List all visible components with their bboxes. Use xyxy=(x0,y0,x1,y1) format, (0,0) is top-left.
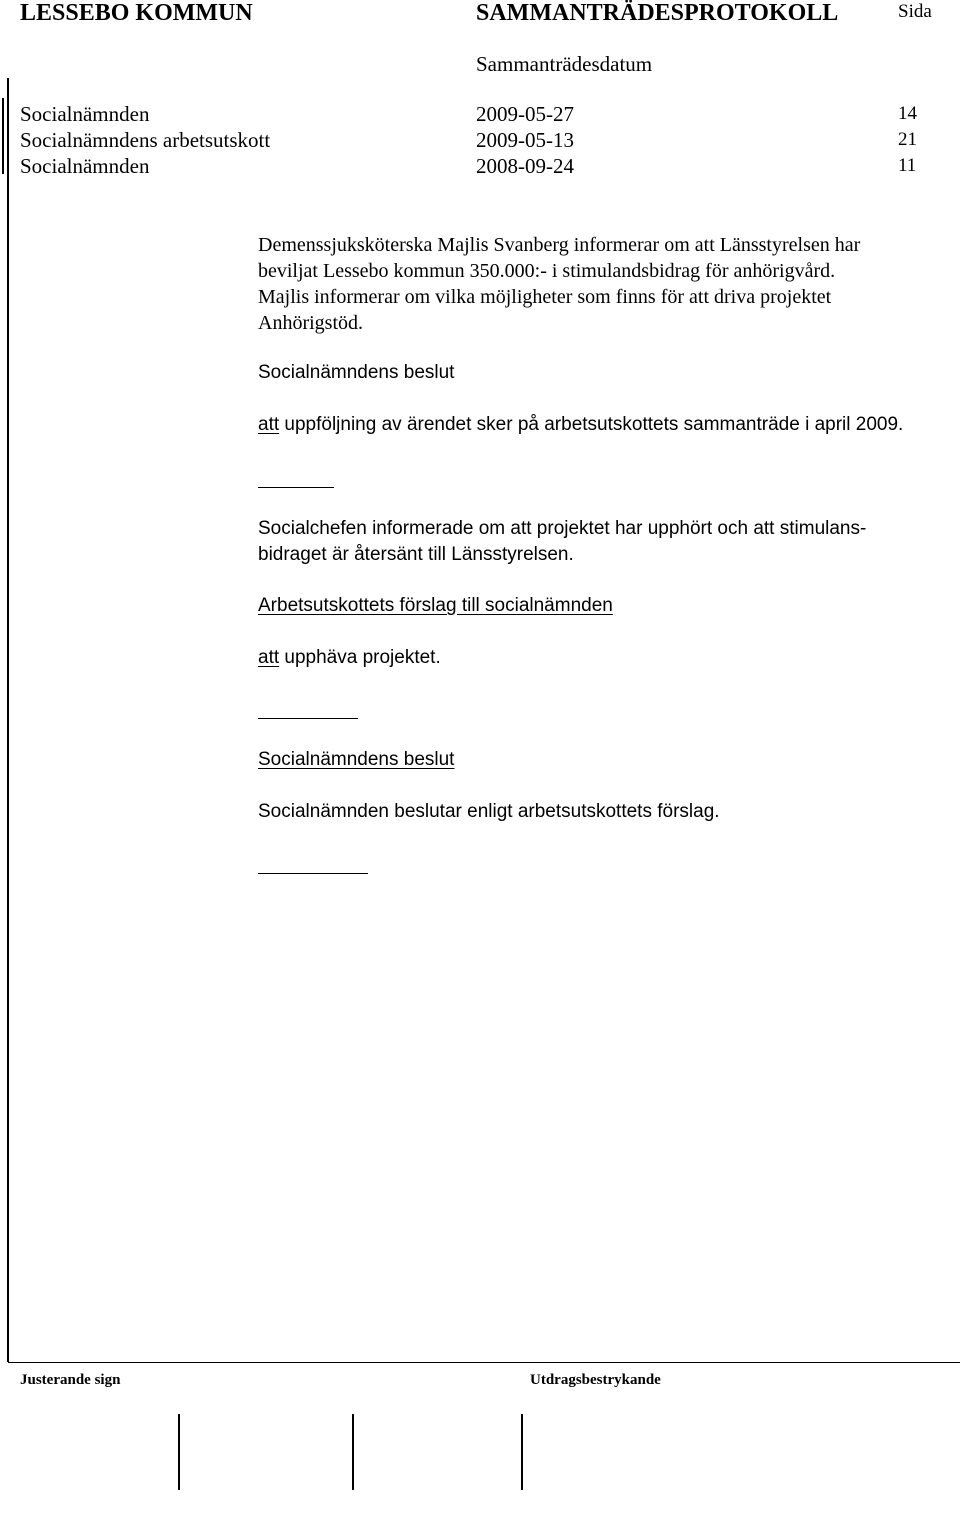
att-keyword: att xyxy=(258,647,280,668)
meeting-page-number: 14 xyxy=(898,103,917,124)
meeting-body: Socialnämnden xyxy=(20,102,150,126)
intro-line: beviljat Lessebo kommun 350.000:- i stimulandsbidrag för anhörigvård. xyxy=(258,260,836,282)
document-type: SAMMANTRÄDESPROTOKOLL xyxy=(476,0,839,26)
meeting-page-number: 21 xyxy=(898,129,917,150)
meeting-date: 2008-09-24 xyxy=(476,154,574,178)
intro-line: Majlis informerar om vilka möjligheter som finns för att driva projektet xyxy=(258,286,832,308)
footer-rule xyxy=(8,1362,960,1363)
decision2-text: Socialnämnden beslutar enligt arbetsutskottets förslag. xyxy=(258,801,720,822)
meeting-page-number: 11 xyxy=(898,155,917,176)
intro-line: Anhörigstöd. xyxy=(258,312,363,334)
meeting-date: 2009-05-13 xyxy=(476,128,574,152)
meeting-date: 2009-05-27 xyxy=(476,102,574,126)
intro-line: Demenssjuksköterska Majlis Svanberg informerar om att Länsstyrelsen har xyxy=(258,234,861,256)
meeting-body: Socialnämndens arbetsutskott xyxy=(20,128,271,152)
info-paragraph xyxy=(258,516,866,568)
signature-box-divider xyxy=(521,1414,523,1490)
proposal-body: upphäva projektet. xyxy=(279,647,441,668)
separator-line xyxy=(258,873,368,874)
proposal-text xyxy=(258,645,441,671)
decision1-body: uppföljning av ärendet sker på arbetsutskottets sammanträde i april 2009. xyxy=(279,414,904,435)
decision1-text xyxy=(258,412,903,438)
left-margin-line-top xyxy=(2,98,4,174)
left-margin-line xyxy=(7,78,9,1362)
decision2-heading: Socialnämndens beslut xyxy=(258,749,455,770)
att-keyword: att xyxy=(258,414,280,435)
intro-paragraph xyxy=(258,232,860,336)
signature-box-divider xyxy=(352,1414,354,1490)
org-name: LESSEBO KOMMUN xyxy=(20,0,253,26)
decision1-heading: Socialnämndens beslut xyxy=(258,362,455,383)
utdrag-label: Utdragsbestrykande xyxy=(530,1372,661,1388)
signature-box-divider xyxy=(178,1414,180,1490)
justerande-label: Justerande sign xyxy=(20,1372,121,1388)
proposal-heading: Arbetsutskottets förslag till socialnämnden xyxy=(258,595,613,616)
info-line: Socialchefen informerade om att projektet har upphört och att stimulans- xyxy=(258,518,867,539)
meeting-body: Socialnämnden xyxy=(20,154,150,178)
info-line: bidraget är återsänt till Länsstyrelsen. xyxy=(258,544,574,565)
date-label: Sammanträdesdatum xyxy=(476,52,653,76)
page-label: Sida xyxy=(898,1,932,22)
separator-line xyxy=(258,718,358,719)
separator-line xyxy=(258,487,334,488)
